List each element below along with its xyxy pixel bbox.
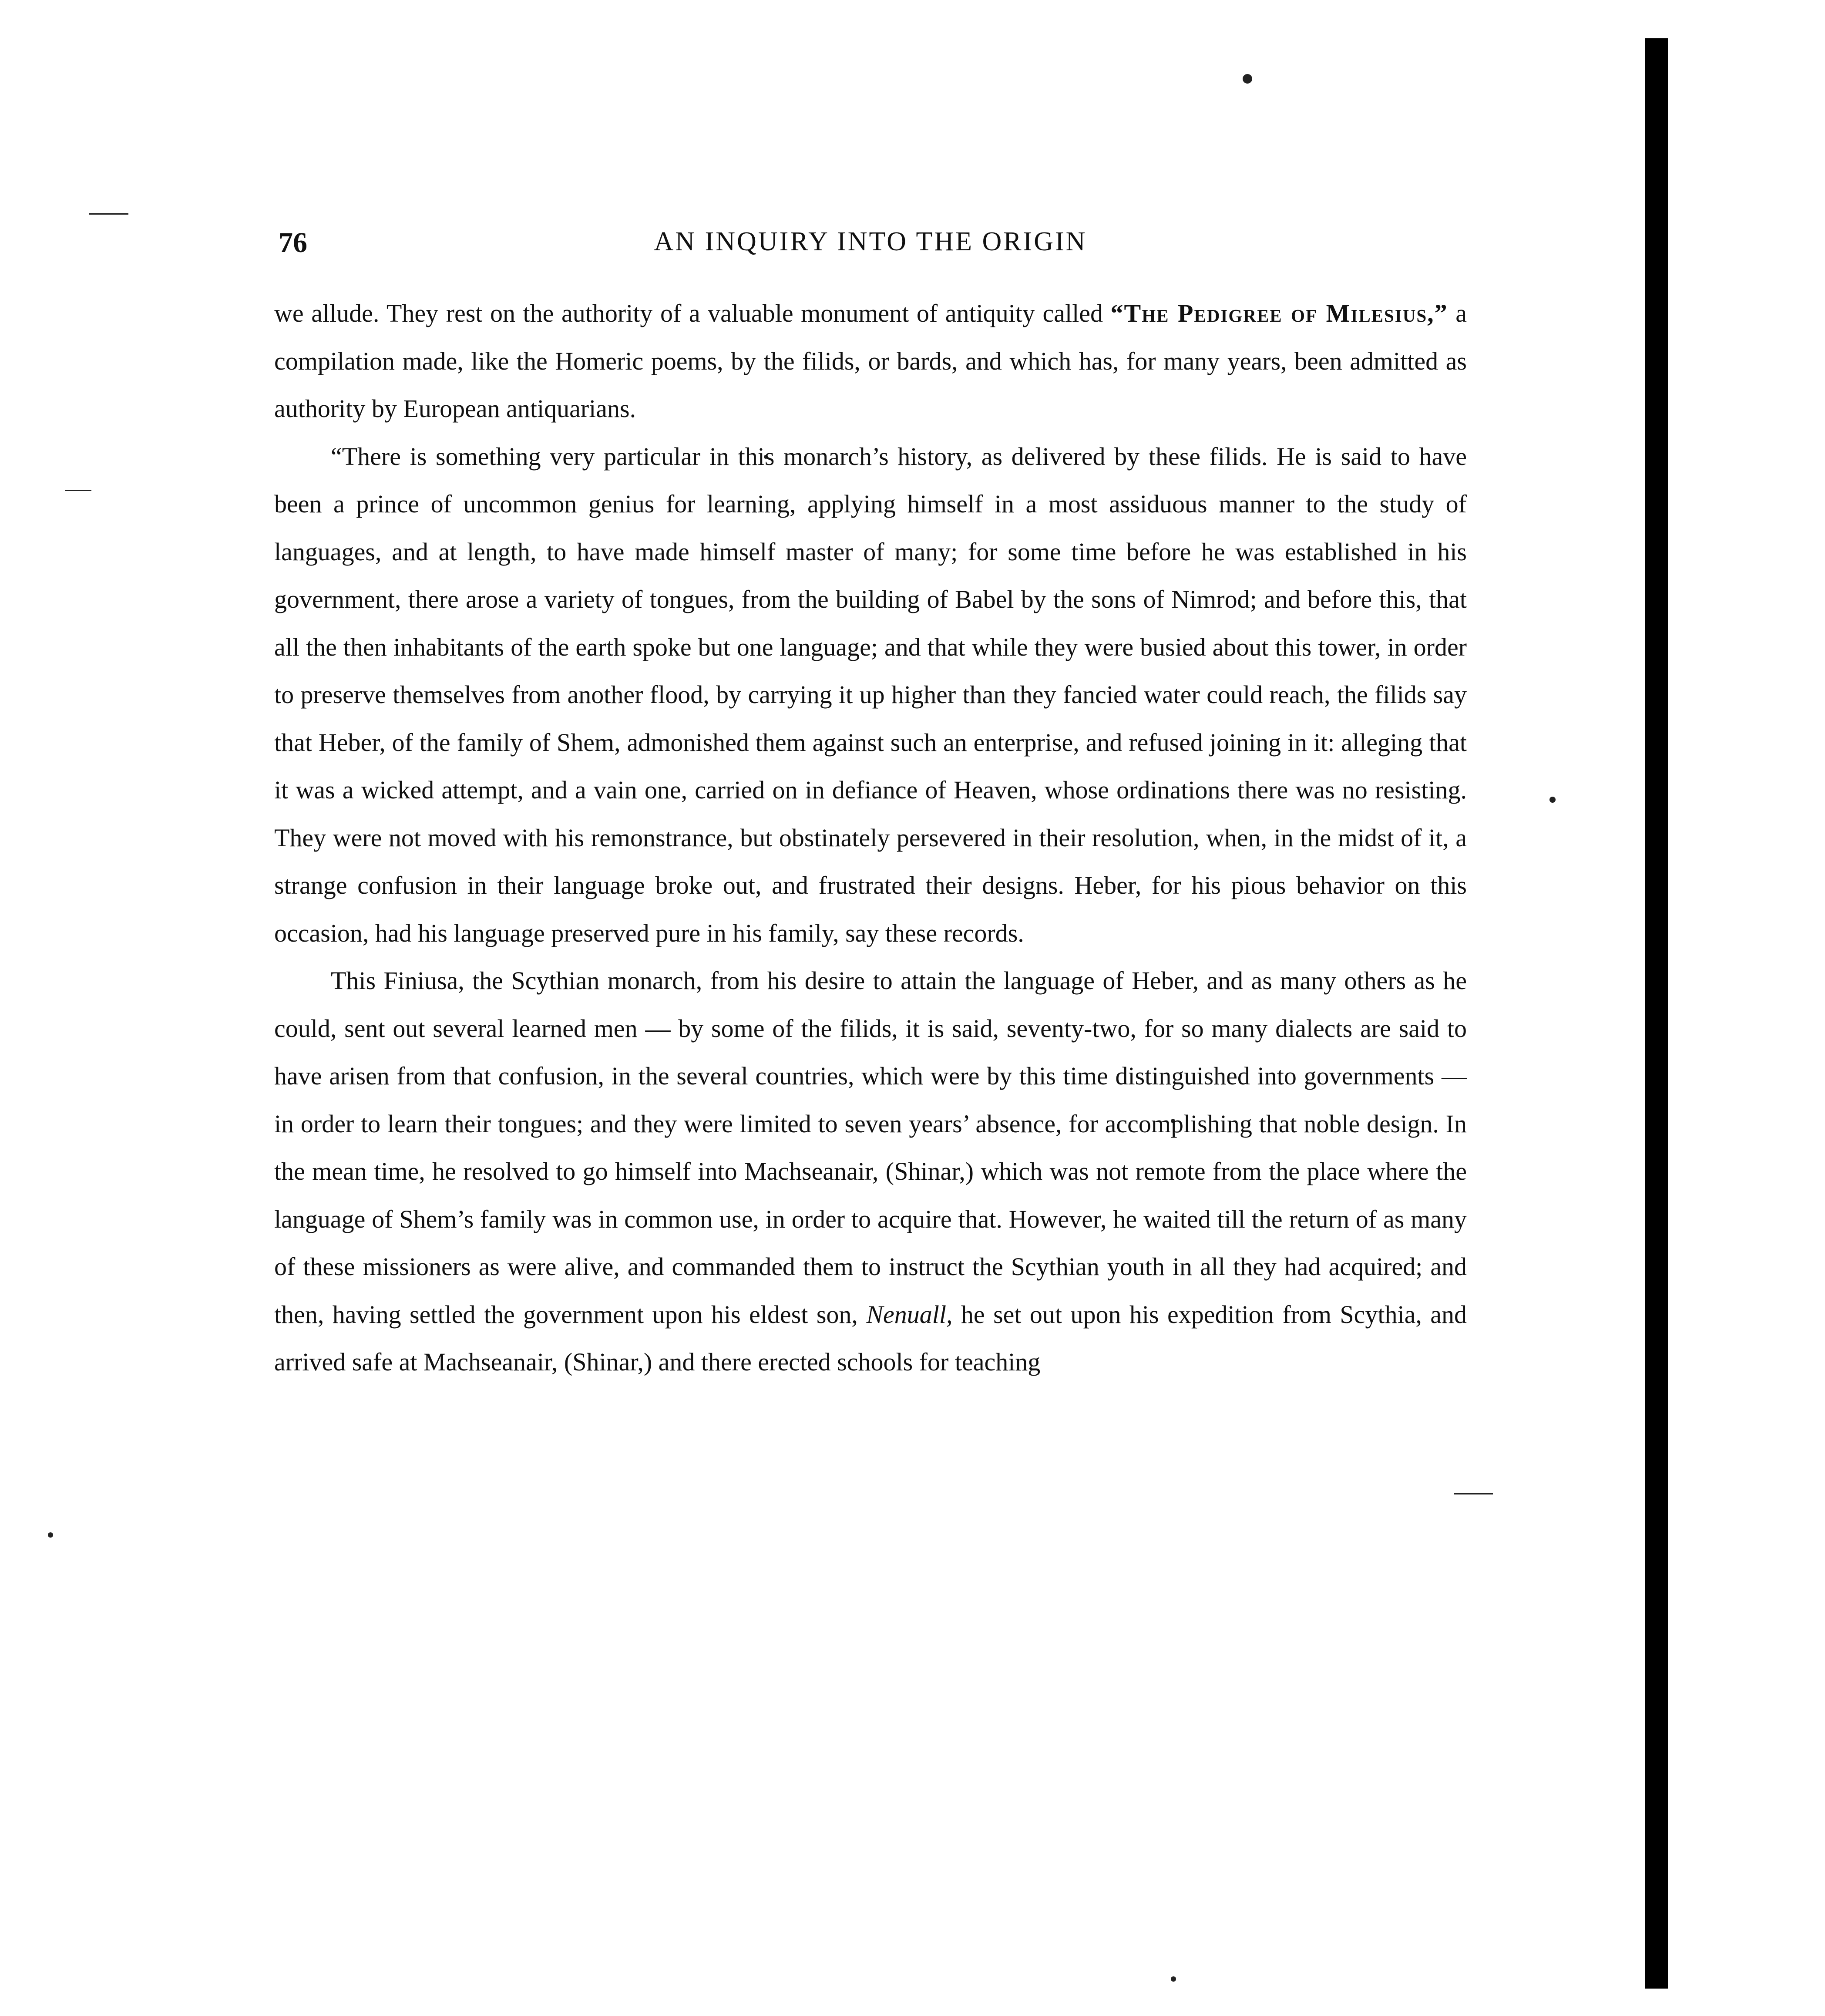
- scan-speck: [1454, 1493, 1493, 1494]
- scan-speck: [89, 213, 128, 215]
- scan-speck: [1549, 797, 1556, 803]
- scan-speck: [65, 490, 91, 491]
- scan-speck: [1171, 1976, 1176, 1982]
- scan-speck: [1243, 74, 1252, 84]
- paragraph-1: [274, 289, 1467, 433]
- paragraph-3-end: he set out upon his expedition from Scythia, and arrived safe at Machseanair, (Shinar,) and there erected schools for teaching: [274, 1300, 1467, 1376]
- paragraph-3-start: This Finiusa, the Scythian monarch, from his desire to attain the language of Heber, and as many others as he could, sent out several learned men — by some of the filids, it is said, seventy-two, for so many dialects are said to have arisen from that confusion, in the several countries, which were by this time distinguished into governments — in order to learn their tongues; and they were limited to seven years’ absence, for accomplishing that noble design. In the mean time, he resolved to go himself into Machseanair, (Shinar,) which was not remote from the place where the language of Shem’s family was in common use, in order to acquire that. However, he waited till the return of as many of these missioners as were alive, and commanded them to instruct the Scythian youth in all they had acquired; and then, having settled the government upon his eldest son,: [274, 966, 1467, 1329]
- pedigree-title: “The Pedigree of Milesius,”: [1110, 299, 1448, 327]
- son-name: Nenuall,: [866, 1300, 953, 1329]
- paragraph-2: “There is something very particular in this monarch’s history, as delivered by these filids. He is said to have been a prince of uncommon genius for learning, applying himself in a most assiduous manner to the study of languages, and at length, to have made himself master of many; for some time before he was established in his government, there arose a variety of tongues, from the building of Babel by the sons of Nimrod; and before this, that all the then inhabitants of the earth spoke but one language; and that while they were busied about this tower, in order to preserve themselves from another flood, by carrying it up higher than they fancied water could reach, the filids say that Heber, of the family of Shem, admonished them against such an enterprise, and refused joining in it: alleging that it was a wicked attempt, and a vain one, carried on in defiance of Heaven, whose ordinations there was no resisting. They were not moved with his remonstrance, but obstinately persevered in their resolution, when, in the midst of it, a strange confusion in their language broke out, and frustrated their designs. Heber, for his pious behavior on this occasion, had his language preserved pure in his family, say these records.: [274, 442, 1467, 947]
- running-head: AN INQUIRY INTO THE ORIGIN: [654, 227, 1087, 256]
- paragraph-3: [274, 957, 1467, 1386]
- scan-edge-bar: [1645, 38, 1668, 1989]
- scan-speck: [48, 1532, 53, 1538]
- body-text: [274, 289, 1467, 1386]
- paragraph-1-start: we allude. They rest on the authority of a valuable monument of antiquity called: [274, 299, 1111, 327]
- paragraph-1-end: a compilation made, like the Homeric poems, by the filids, or bards, and which has, for many years, been admitted as authority by European antiquarians.: [274, 299, 1467, 423]
- page-number: 76: [279, 227, 307, 259]
- page-header: [274, 218, 1467, 274]
